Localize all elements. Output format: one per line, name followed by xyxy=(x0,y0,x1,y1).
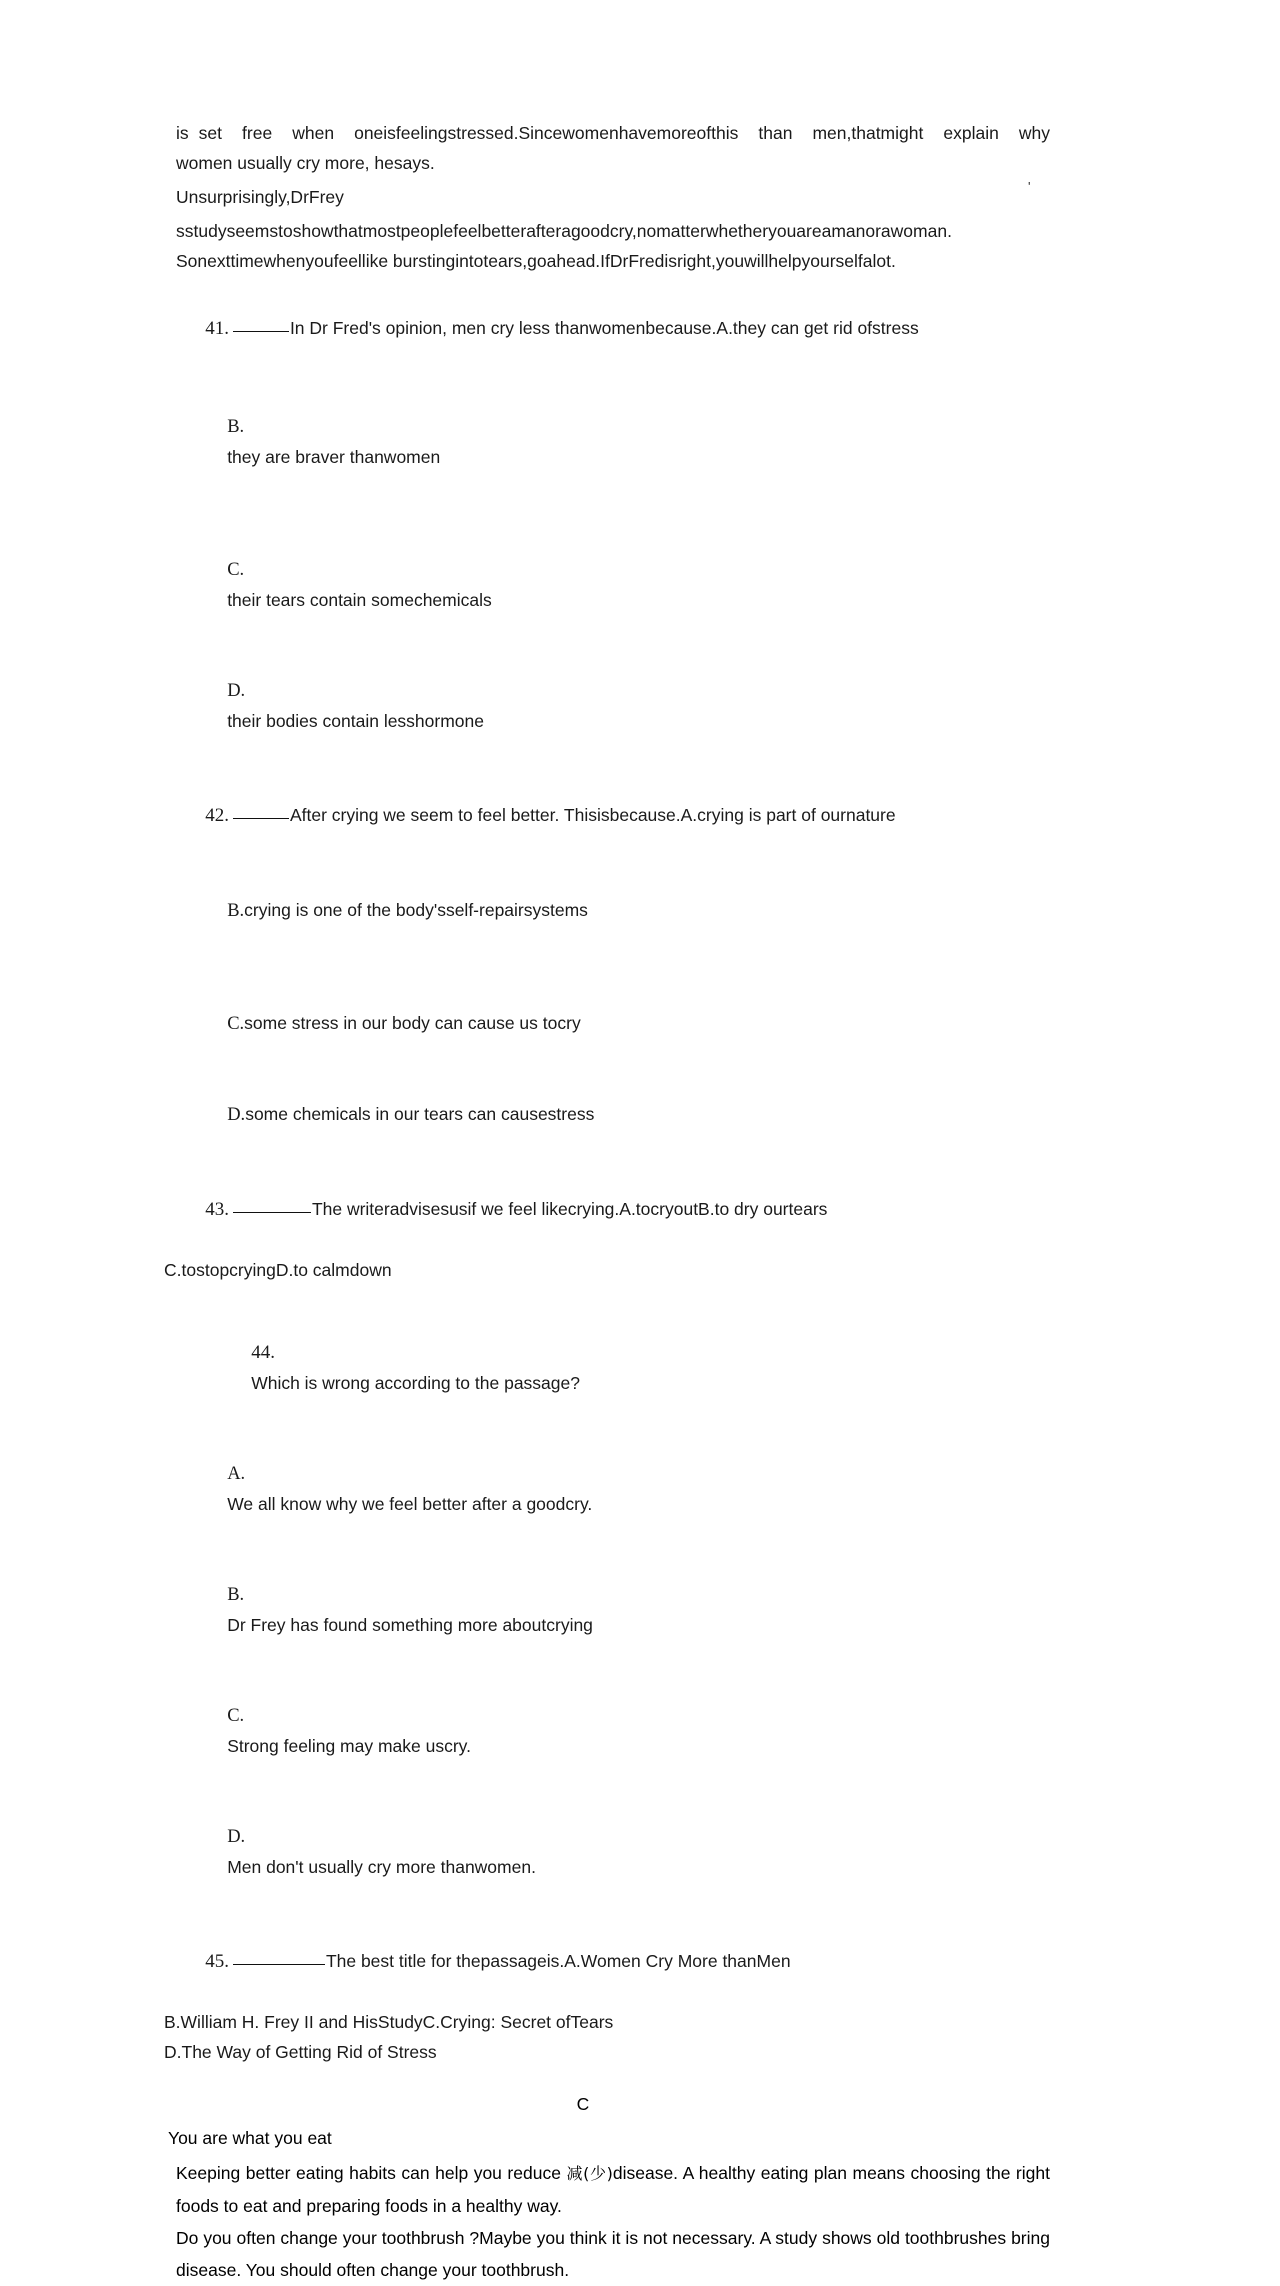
question-43-number: 43. xyxy=(205,1199,229,1220)
section-c-paragraph-2: Do you often change your toothbrush ?Maybe you think it is not necessary. A study shows old toothbrushes bring disease. You should often change your toothbrush. xyxy=(176,2228,1050,2280)
option-letter: D. xyxy=(227,681,246,701)
question-41-blank[interactable] xyxy=(233,331,289,332)
question-44-option-c[interactable] xyxy=(176,1670,1050,1791)
spacer xyxy=(176,502,1050,524)
paragraph-1-segment-after: disease. A healthy eating plan means choosing the right foods to eat and preparing foods in a healthy way. xyxy=(176,2163,1050,2216)
question-42-option-b[interactable] xyxy=(176,865,1050,956)
question-44-stem-text: Which is wrong according to the passage? xyxy=(251,1373,580,1393)
section-c-paragraph-1 xyxy=(176,2157,1050,2222)
question-44-option-b[interactable] xyxy=(176,1549,1050,1670)
question-42-number: 42. xyxy=(205,805,229,826)
option-text: they are braver thanwomen xyxy=(227,447,441,467)
option-text: some stress in our body can cause us tocry xyxy=(244,1013,581,1033)
question-45-continuation-2: D.The Way of Getting Rid of Stress xyxy=(164,2042,437,2062)
question-45-blank[interactable] xyxy=(233,1964,325,1965)
section-c-marker: C xyxy=(576,2094,590,2114)
question-44-option-d[interactable] xyxy=(176,1791,1050,1912)
stray-apostrophe-mark: ' xyxy=(1028,179,1031,194)
question-43-continuation: C.tostopcryingD.to calmdown xyxy=(164,1260,392,1280)
question-42-stem xyxy=(176,770,1050,861)
passage-line-5: Sonexttimewhenyoufeellike burstingintotears,goahead.IfDrFredisright,youwillhelpyourselfalot. xyxy=(176,251,896,271)
option-letter: D. xyxy=(227,1827,246,1847)
question-42-option-d[interactable] xyxy=(176,1069,1050,1160)
passage-line-2: women usually cry more, hesays. xyxy=(176,153,435,173)
passage-line-3: Unsurprisingly,DrFrey xyxy=(176,187,344,207)
question-41-option-d[interactable] xyxy=(176,645,1050,766)
option-letter: B. xyxy=(227,417,245,437)
document-body xyxy=(164,118,1050,2286)
spacer xyxy=(176,1285,1050,1307)
option-letter: D. xyxy=(227,1105,246,1125)
option-text: their tears contain somechemicals xyxy=(227,590,492,610)
question-43-stem xyxy=(176,1164,1050,1255)
question-44-number: 44. xyxy=(251,1342,275,1363)
option-text: crying is one of the body'sself-repairsystems xyxy=(244,900,588,920)
option-text: their bodies contain lesshormone xyxy=(227,711,485,731)
question-45-stem-text: The best title for thepassageis.A.Women Cry More thanMen xyxy=(325,1951,791,1971)
option-text: Men don't usually cry more thanwomen. xyxy=(227,1857,536,1877)
passage-line-1: is set free when oneisfeelingstressed.Sincewomenhavemoreofthis than men,thatmight explain why xyxy=(176,123,1050,143)
question-43-blank[interactable] xyxy=(233,1212,311,1213)
question-41-stem xyxy=(176,283,1050,374)
option-text: Dr Frey has found something more aboutcrying xyxy=(227,1615,593,1635)
question-45-continuation-1: B.William H. Frey II and HisStudyC.Crying: Secret ofTears xyxy=(164,2012,614,2032)
spacer xyxy=(176,956,1050,978)
option-text: some chemicals in our tears can causestress xyxy=(245,1104,595,1124)
question-41-stem-text: In Dr Fred's opinion, men cry less thanwomenbecause.A.they can get rid ofstress xyxy=(289,318,919,338)
option-text: Strong feeling may make uscry. xyxy=(227,1736,471,1756)
option-text: We all know why we feel better after a goodcry. xyxy=(227,1494,593,1514)
passage-line-4: sstudyseemstoshowthatmostpeoplefeelbetterafteragoodcry,nomatterwhetheryouareamanorawoman. xyxy=(176,221,952,241)
question-43-stem-text: The writeradvisesusif we feel likecrying.A.tocryoutB.to dry ourtears xyxy=(311,1199,828,1219)
option-letter: B. xyxy=(227,901,245,921)
option-letter: C. xyxy=(227,1014,245,1034)
chinese-gloss: 减(少) xyxy=(566,2164,613,2183)
paragraph-1-segment-before: Keeping better eating habits can help you reduce xyxy=(176,2163,567,2183)
question-42-option-c[interactable] xyxy=(176,978,1050,1069)
question-44-option-a[interactable] xyxy=(176,1428,1050,1549)
question-45-number: 45. xyxy=(205,1951,229,1972)
question-41-option-c[interactable] xyxy=(176,524,1050,645)
option-letter: B. xyxy=(227,1585,245,1605)
option-letter: C. xyxy=(227,1706,245,1726)
question-44-stem xyxy=(176,1307,1050,1428)
section-c-title: You are what you eat xyxy=(168,2128,332,2148)
spacer xyxy=(176,2067,1050,2089)
question-41-number: 41. xyxy=(205,318,229,339)
question-42-stem-text: After crying we seem to feel better. Thisisbecause.A.crying is part of ournature xyxy=(289,805,896,825)
question-41-option-b[interactable] xyxy=(176,381,1050,502)
question-45-stem xyxy=(176,1916,1050,2007)
option-letter: A. xyxy=(227,1464,246,1484)
question-42-blank[interactable] xyxy=(233,818,289,819)
option-letter: C. xyxy=(227,560,245,580)
